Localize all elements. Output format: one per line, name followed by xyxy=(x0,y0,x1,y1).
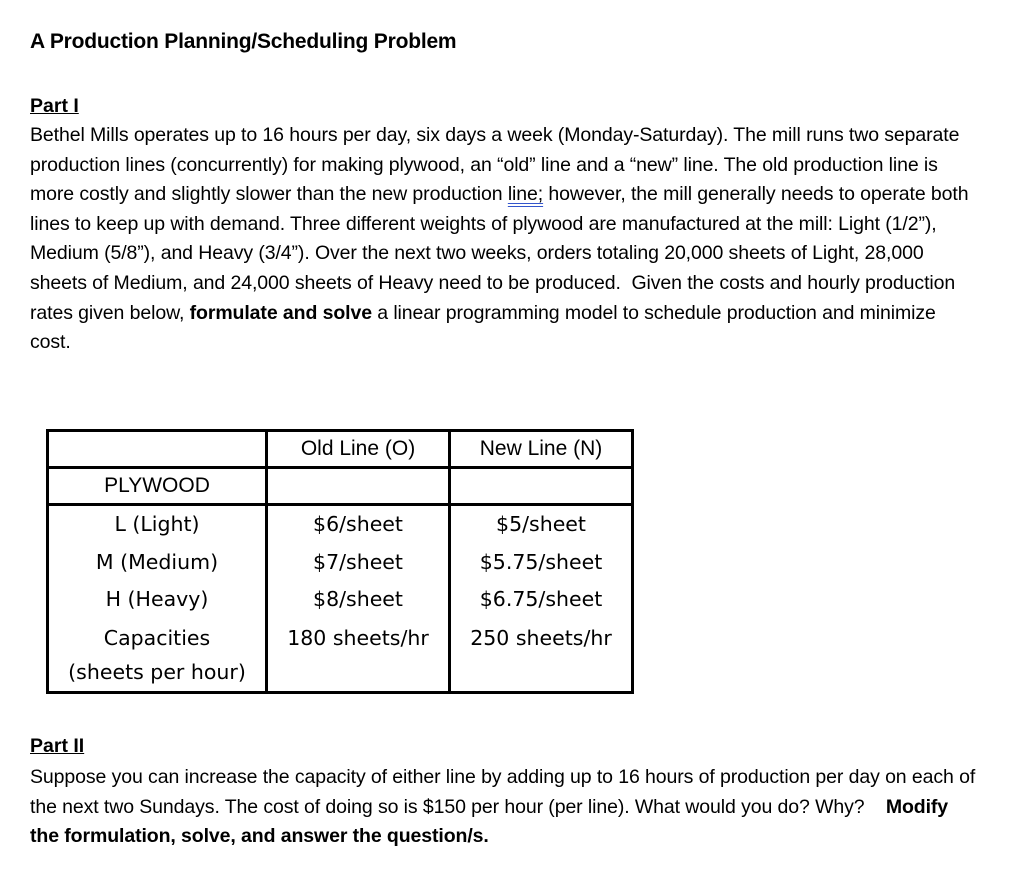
old-line-capacity: 180 sheets/hr xyxy=(267,619,450,693)
part-one-text-b: however, the mill generally needs to operate both lines to keep up with demand. Three different weights of plywood are manufactured at the mill: Light (1/2”), Medium (5/8”), and Heavy (3/4”). Over the next two weeks, orders totaling 20,000 sheets of Light, 28,000 sheets of Medium, and 24,000 sheets of Heavy need to be produced. Given the costs and hourly production rates given below, xyxy=(30,183,969,324)
part-two-heading: Part II xyxy=(30,735,85,757)
part-two-bold-instruction: Modify the formulation, solve, and answer the question/s. xyxy=(30,795,949,848)
part-one-bold-instruction: formulate and solve xyxy=(189,301,372,324)
old-line-cost: $6/sheet xyxy=(267,505,450,544)
capacity-label-line1: Capacities xyxy=(103,625,211,650)
part-one-text-c: a linear programming model to schedule production and minimize cost. xyxy=(30,301,936,354)
row-label: L (Light) xyxy=(48,505,267,544)
row-label: H (Heavy) xyxy=(48,581,267,619)
table-empty-cell xyxy=(267,468,450,505)
table-row xyxy=(48,505,633,544)
table-section-row xyxy=(48,468,633,505)
new-line-cost: $6.75/sheet xyxy=(450,581,633,619)
part-one-text-a: Bethel Mills operates up to 16 hours per day, six days a week (Monday-Saturday). The mill runs two separate production lines (concurrently) for making plywood, an “old” line and a “new” line. The old production line is more costly and slightly slower than the new production xyxy=(30,124,960,206)
old-line-cost: $8/sheet xyxy=(267,581,450,619)
table-row xyxy=(48,544,633,582)
table-empty-cell xyxy=(450,468,633,505)
row-label: M (Medium) xyxy=(48,544,267,582)
new-line-capacity: 250 sheets/hr xyxy=(450,619,633,693)
capacity-label-line2: (sheets per hour) xyxy=(68,659,246,684)
new-line-cost: $5/sheet xyxy=(450,505,633,544)
part-two-paragraph xyxy=(30,763,980,852)
table-capacity-row xyxy=(48,619,633,693)
table-section-label: PLYWOOD xyxy=(48,468,267,505)
plywood-cost-table xyxy=(46,429,634,694)
part-one-heading: Part I xyxy=(30,95,79,117)
spellcheck-flagged-word: line; xyxy=(507,183,544,206)
part-one-paragraph xyxy=(30,121,980,358)
capacity-label xyxy=(48,619,267,693)
document-title: A Production Planning/Scheduling Problem xyxy=(30,30,457,53)
table-header-empty-cell xyxy=(48,431,267,468)
part-two-text-a: Suppose you can increase the capacity of either line by adding up to 16 hours of production per day on each of the next two Sundays. The cost of doing so is $150 per hour (per line). What would you do? Why? xyxy=(30,766,976,818)
table-row xyxy=(48,581,633,619)
new-line-cost: $5.75/sheet xyxy=(450,544,633,582)
table-header-old-line: Old Line (O) xyxy=(267,431,450,468)
table-header-row xyxy=(48,431,633,468)
table-header-new-line: New Line (N) xyxy=(450,431,633,468)
old-line-cost: $7/sheet xyxy=(267,544,450,582)
